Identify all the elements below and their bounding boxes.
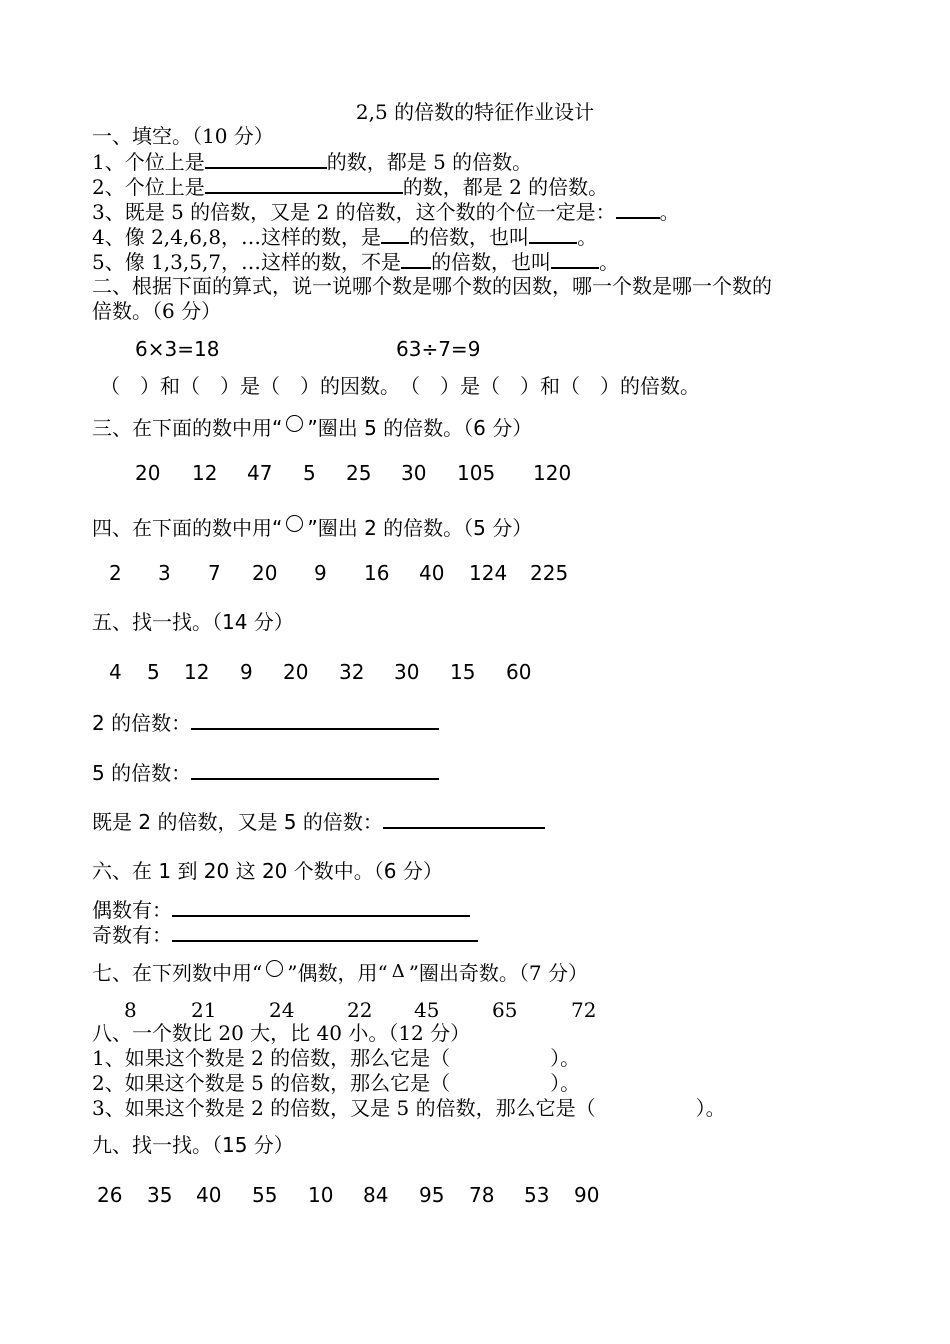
number-item: 35 — [147, 1183, 173, 1207]
number-item[interactable]: 24 — [269, 998, 295, 1022]
number-item[interactable]: 124 — [469, 561, 508, 585]
number-item: 53 — [524, 1183, 550, 1207]
question-text: 1、个位上是 — [92, 150, 205, 174]
section-6-heading: 六、在 1 到 20 这 20 个数中。（6 分） — [92, 859, 443, 883]
answer-blank[interactable] — [381, 224, 409, 244]
number-item: 4 — [109, 660, 122, 684]
number-item: 84 — [363, 1183, 389, 1207]
question-text: 。 — [659, 200, 680, 224]
question-text: 的倍数，也叫 — [431, 250, 552, 274]
section-4-heading — [92, 515, 532, 540]
answer-blank[interactable] — [205, 149, 327, 169]
multiples-of-5-line — [92, 760, 439, 785]
number-item[interactable]: 45 — [414, 998, 440, 1022]
question-text: 的倍数，也叫 — [409, 225, 530, 249]
number-item: 5 — [147, 660, 160, 684]
question-text: 。 — [577, 225, 598, 249]
line-label: 5 的倍数： — [92, 761, 192, 785]
question-8-2: 2、如果这个数是 5 的倍数，那么它是（ ）。 — [92, 1071, 581, 1095]
heading-text: ”圈出奇数。（7 分） — [408, 961, 588, 985]
number-item[interactable]: 3 — [158, 561, 171, 585]
page-title: 2,5 的倍数的特征作业设计 — [355, 100, 595, 124]
number-item[interactable]: 105 — [457, 461, 496, 485]
heading-text: 四、在下面的数中用“ — [92, 516, 283, 540]
question-1-1 — [92, 149, 532, 174]
question-text: 2、个位上是 — [92, 175, 205, 199]
number-item: 90 — [574, 1183, 600, 1207]
answer-blank[interactable] — [383, 809, 545, 829]
triangle-icon: Δ — [391, 961, 405, 982]
number-item[interactable]: 20 — [135, 461, 161, 485]
answer-blank[interactable] — [401, 249, 431, 269]
number-item: 12 — [184, 660, 210, 684]
number-item[interactable]: 47 — [247, 461, 273, 485]
answer-blank[interactable] — [551, 249, 599, 269]
question-text: 4、像 2,4,6,8，…这样的数，是 — [92, 225, 382, 249]
number-item: 40 — [196, 1183, 222, 1207]
number-item: 26 — [97, 1183, 123, 1207]
question-text: 3、既是 5 的倍数，又是 2 的倍数，这个数的个位一定是： — [92, 200, 616, 224]
heading-text: 三、在下面的数中用“ — [92, 416, 283, 440]
section-9-heading: 九、找一找。（15 分） — [92, 1133, 294, 1157]
number-item[interactable]: 9 — [314, 561, 327, 585]
heading-text: ”偶数，用“ — [287, 961, 388, 985]
number-item[interactable]: 120 — [533, 461, 572, 485]
number-item[interactable]: 22 — [347, 998, 373, 1022]
number-item[interactable]: 12 — [192, 461, 218, 485]
line-label: 奇数有： — [92, 923, 172, 947]
answer-blank[interactable] — [172, 897, 470, 917]
answer-blank[interactable] — [191, 760, 439, 780]
section-3-heading — [92, 415, 532, 440]
section-2-heading-line-1: 二、根据下面的算式，说一说哪个数是哪个数的因数，哪一个数是哪一个数的 — [92, 274, 772, 298]
number-item: 10 — [308, 1183, 334, 1207]
odd-numbers-line — [92, 922, 478, 947]
question-1-4 — [92, 224, 597, 249]
answer-blank[interactable] — [191, 710, 439, 730]
number-item[interactable]: 25 — [346, 461, 372, 485]
circle-icon — [286, 415, 303, 432]
question-1-3 — [92, 199, 680, 224]
answer-blank[interactable] — [616, 199, 660, 219]
number-item: 78 — [469, 1183, 495, 1207]
line-label: 偶数有： — [92, 898, 172, 922]
answer-blank[interactable] — [529, 224, 577, 244]
number-item[interactable]: 30 — [401, 461, 427, 485]
number-item[interactable]: 20 — [252, 561, 278, 585]
number-item: 20 — [283, 660, 309, 684]
number-item: 60 — [506, 660, 532, 684]
question-text: 的数，都是 2 的倍数。 — [402, 175, 609, 199]
section-8-heading: 八、一个数比 20 大，比 40 小。（12 分） — [92, 1021, 471, 1045]
number-item[interactable]: 7 — [208, 561, 221, 585]
multiples-of-2-line — [92, 710, 439, 735]
number-item: 9 — [240, 660, 253, 684]
section-2-heading-line-2: 倍数。（6 分） — [92, 299, 222, 323]
number-item[interactable]: 65 — [492, 998, 518, 1022]
number-item: 30 — [394, 660, 420, 684]
question-1-5 — [92, 249, 619, 274]
number-item[interactable]: 225 — [530, 561, 569, 585]
number-item[interactable]: 8 — [124, 998, 137, 1022]
heading-text: ”圈出 5 的倍数。（6 分） — [307, 416, 533, 440]
answer-blank[interactable] — [172, 922, 478, 942]
heading-text: ”圈出 2 的倍数。（5 分） — [307, 516, 533, 540]
number-item[interactable]: 40 — [419, 561, 445, 585]
question-text: 5、像 1,3,5,7，…这样的数，不是 — [92, 250, 402, 274]
question-1-2 — [92, 174, 608, 199]
circle-icon — [286, 515, 303, 532]
section-7-heading — [92, 960, 588, 985]
circle-icon — [266, 960, 283, 977]
section-2-answer-line: （ ）和（ ）是（ ）的因数。 （ ）是（ ）和（ ）的倍数。 — [100, 374, 700, 398]
line-label: 2 的倍数： — [92, 711, 192, 735]
number-item: 55 — [252, 1183, 278, 1207]
question-8-1: 1、如果这个数是 2 的倍数，那么它是（ ）。 — [92, 1046, 581, 1070]
number-item: 32 — [339, 660, 365, 684]
even-numbers-line — [92, 897, 470, 922]
number-item[interactable]: 5 — [303, 461, 316, 485]
multiples-of-2-and-5-line — [92, 809, 545, 834]
equation-2: 63÷7=9 — [396, 337, 481, 361]
number-item: 95 — [419, 1183, 445, 1207]
number-item[interactable]: 2 — [109, 561, 122, 585]
question-text: 。 — [599, 250, 620, 274]
number-item[interactable]: 16 — [364, 561, 390, 585]
number-item: 15 — [450, 660, 476, 684]
section-1-heading: 一、填空。（10 分） — [92, 124, 274, 148]
number-item[interactable]: 21 — [191, 998, 217, 1022]
heading-text: 七、在下列数中用“ — [92, 961, 263, 985]
section-5-heading: 五、找一找。（14 分） — [92, 610, 294, 634]
equation-1: 6×3=18 — [135, 337, 220, 361]
answer-blank[interactable] — [205, 174, 403, 194]
question-text: 的数，都是 5 的倍数。 — [326, 150, 533, 174]
question-8-3: 3、如果这个数是 2 的倍数，又是 5 的倍数，那么它是（ ）。 — [92, 1096, 726, 1120]
line-label: 既是 2 的倍数，又是 5 的倍数： — [92, 810, 383, 834]
number-item[interactable]: 72 — [571, 998, 597, 1022]
